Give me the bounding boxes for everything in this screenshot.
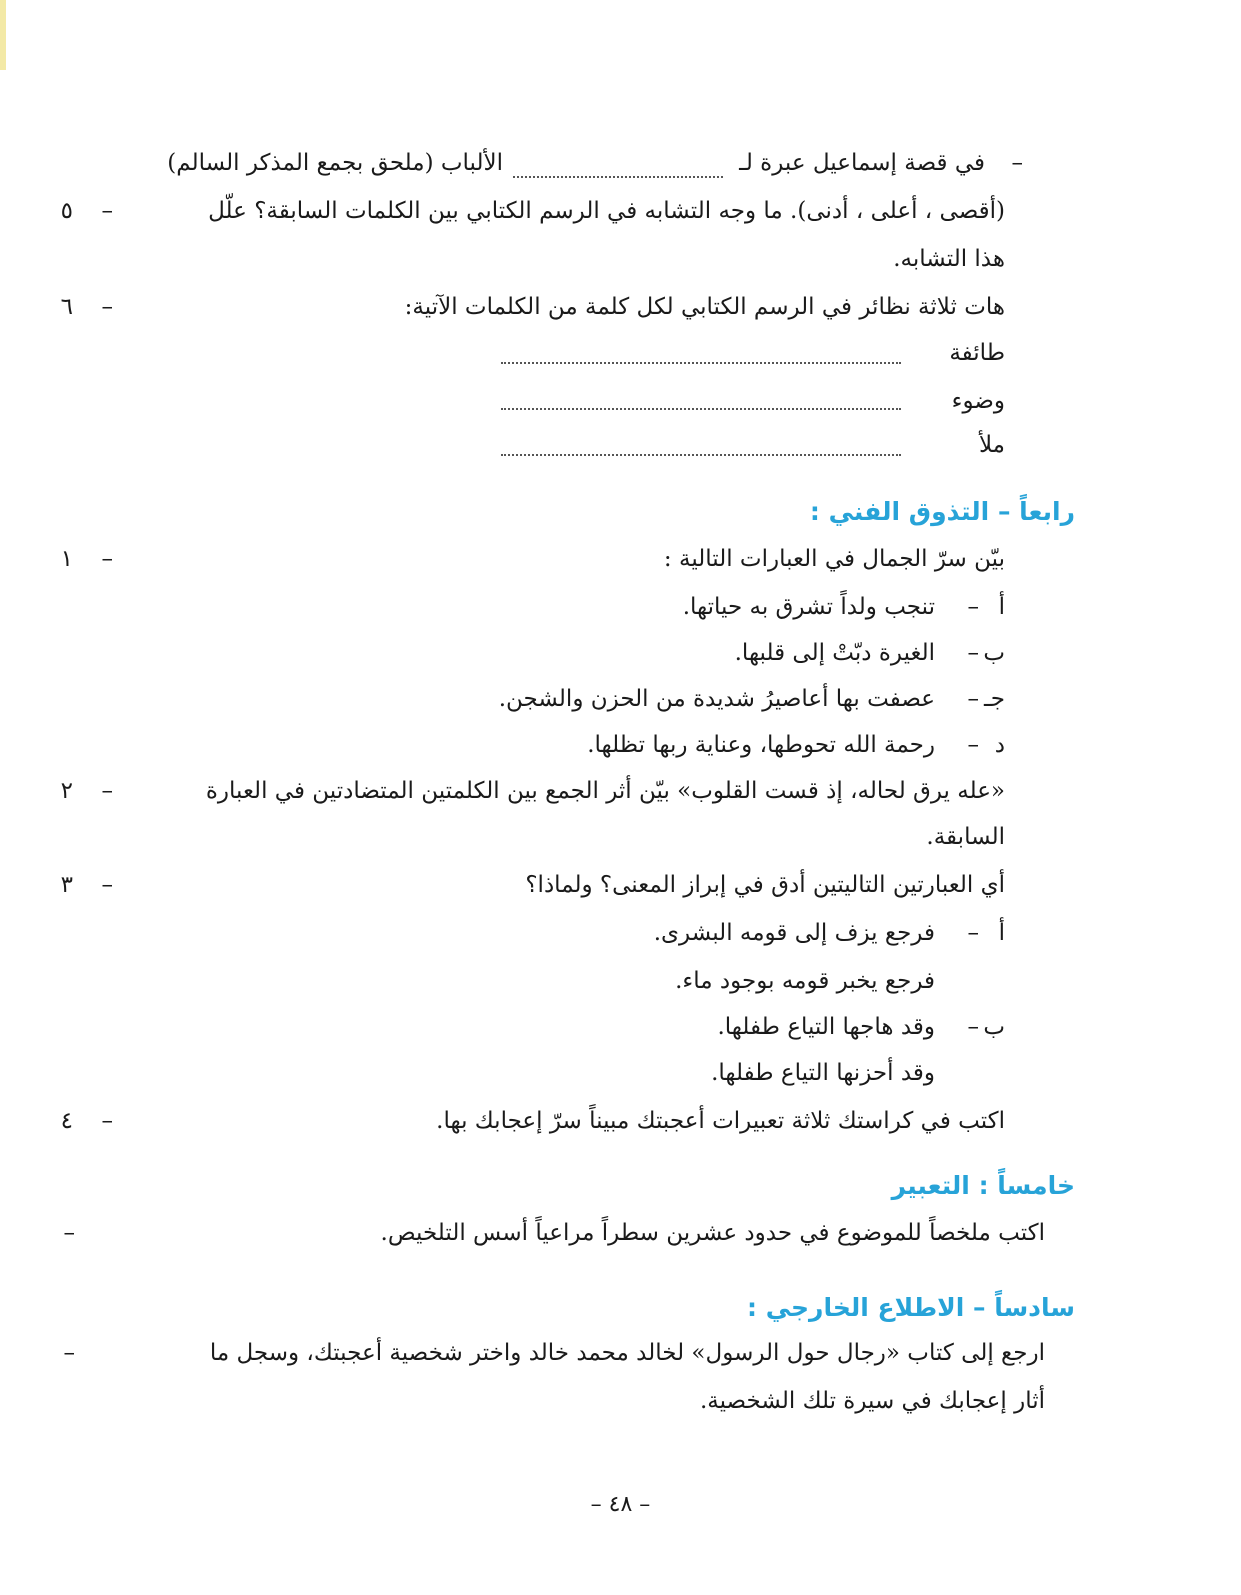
bullet-dash: – (63, 1340, 75, 1366)
question-number: ٣ (60, 872, 73, 898)
question-text: هات ثلاثة نظائر في الرسم الكتابي لكل كلمة من الكلمات الآتية: (404, 294, 1005, 320)
bullet-dash: – (101, 546, 113, 572)
bullet-dash: – (967, 732, 979, 758)
item-text: رحمة الله تحوطها، وعناية ربها تظلها. (587, 732, 935, 758)
question-number: ٤ (60, 1108, 73, 1134)
instruction-text: اكتب ملخصاً للموضوع في حدود عشرين سطراً مراعياً أسس التلخيص. (380, 1220, 1045, 1246)
bullet-dash: – (101, 778, 113, 804)
question-text: «عله يرق لحاله، إذ قست القلوب» بيّن أثر الجمع بين الكلمتين المتضادتين في العبارة (205, 778, 1005, 804)
exercise-text: في قصة إسماعيل عبرة لـ (739, 150, 985, 176)
fill-blank (501, 408, 901, 410)
item-text: وقد أحزنها التياع طفلها. (711, 1060, 935, 1086)
item-letter: ب (983, 1014, 1005, 1040)
instruction-text: أثار إعجابك في سيرة تلك الشخصية. (699, 1388, 1045, 1414)
question-text: بيّن سرّ الجمال في العبارات التالية : (663, 546, 1005, 572)
section-heading: سادساً – الاطلاع الخارجي : (747, 1293, 1075, 1322)
bullet-dash: – (101, 294, 113, 320)
question-number: ٢ (60, 778, 73, 804)
instruction-text: ارجع إلى كتاب «رجال حول الرسول» لخالد محمد خالد واختر شخصية أعجبتك، وسجل ما (209, 1340, 1045, 1366)
bullet-dash: – (967, 686, 979, 712)
question-text: هذا التشابه. (893, 246, 1005, 272)
item-letter: أ (998, 920, 1005, 946)
bullet-dash: – (967, 640, 979, 666)
section-heading: رابعاً – التذوق الفني : (809, 497, 1075, 526)
question-text: أي العبارتين التاليتين أدق في إبراز المعنى؟ ولماذا؟ (525, 872, 1005, 898)
bullet-dash: – (967, 920, 979, 946)
word-item: ملأ (978, 432, 1005, 458)
question-text: اكتب في كراستك ثلاثة تعبيرات أعجبتك مبيناً سرّ إعجابك بها. (436, 1108, 1005, 1134)
item-text: وقد هاجها التياع طفلها. (717, 1014, 935, 1040)
exercise-text: الألباب (ملحق بجمع المذكر السالم) (167, 150, 503, 176)
item-text: تنجب ولداً تشرق به حياتها. (682, 594, 935, 620)
section-heading: خامساً : التعبير (891, 1171, 1075, 1200)
item-letter: د (994, 732, 1005, 758)
question-text: (أقصى ، أعلى ، أدنى). ما وجه التشابه في الرسم الكتابي بين الكلمات السابقة؟ علّل (208, 198, 1005, 224)
question-number: ٥ (60, 198, 73, 224)
bullet-dash: – (101, 198, 113, 224)
word-item: وضوء (951, 388, 1005, 414)
question-number: ١ (60, 546, 73, 572)
bullet-dash: – (101, 872, 113, 898)
question-text: السابقة. (926, 824, 1005, 850)
item-text: عصفت بها أعاصيرُ شديدة من الحزن والشجن. (498, 686, 935, 712)
page-number: – ٤٨ – (590, 1492, 651, 1517)
bullet-dash: – (1011, 150, 1023, 176)
bullet-dash: – (967, 594, 979, 620)
item-letter: جـ (984, 686, 1005, 712)
item-letter: ب (983, 640, 1005, 666)
fill-blank (501, 362, 901, 364)
fill-blank (513, 176, 723, 178)
item-text: فرجع يخبر قومه بوجود ماء. (675, 968, 935, 994)
bullet-dash: – (101, 1108, 113, 1134)
page-edge-mark (0, 0, 6, 70)
bullet-dash: – (63, 1220, 75, 1246)
item-text: الغيرة دبّتْ إلى قلبها. (734, 640, 935, 666)
item-letter: أ (998, 594, 1005, 620)
fill-blank (501, 454, 901, 456)
bullet-dash: – (967, 1014, 979, 1040)
item-text: فرجع يزف إلى قومه البشرى. (653, 920, 935, 946)
word-item: طائفة (949, 340, 1005, 366)
question-number: ٦ (60, 294, 73, 320)
